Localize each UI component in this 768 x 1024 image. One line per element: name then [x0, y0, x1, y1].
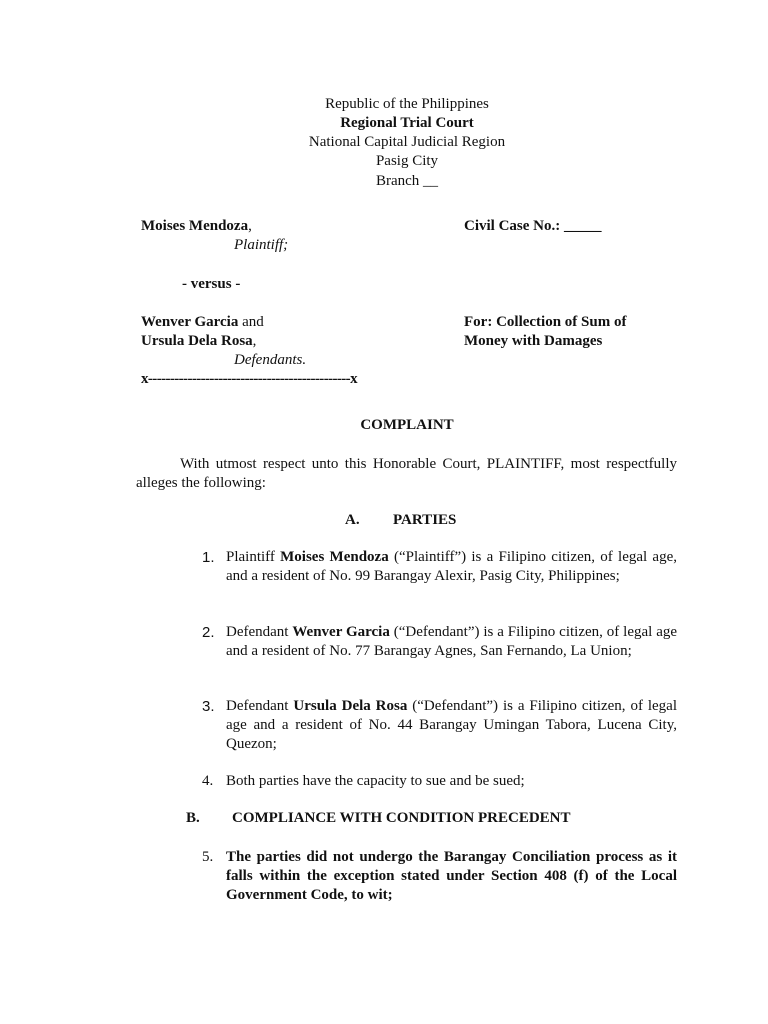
section-a-title: PARTIES [393, 512, 457, 528]
list-item-text-pre: Defendant [226, 624, 293, 640]
header-branch: Branch __ [375, 173, 439, 189]
header-region: National Capital Judicial Region [308, 134, 506, 150]
list-item-marker: 2. [202, 624, 215, 641]
list-item-text: The parties did not undergo the Barangay Conciliation process as it falls within the exception stated under Section 408 (f) of the Local Government Code, to wit; [226, 849, 677, 903]
case-nature-line2: Money with Damages [464, 333, 603, 349]
defendant1-line [141, 313, 264, 332]
list-item [202, 697, 678, 754]
party-name: Moises Mendoza [280, 549, 389, 565]
defendant2-name: Ursula Dela Rosa [141, 333, 253, 349]
plaintiff-line [141, 217, 252, 236]
caption-separator: x----------------------------------------------x [141, 371, 357, 387]
header-republic: Republic of the Philippines [325, 96, 489, 112]
list-item-marker: 1. [202, 549, 215, 566]
defendants-role: Defendants. [234, 352, 307, 368]
list-item [202, 548, 677, 586]
case-number-line [464, 217, 602, 236]
plaintiff-comma: , [248, 218, 252, 234]
case-nature-line1: For: Collection of Sum of [464, 314, 627, 330]
header-court: Regional Trial Court [340, 115, 474, 131]
list-item-text-post: (“Defendant”) is a Filipino citizen, of legal age and a resident of No. 77 Barangay Agnes, San Fernando, La Union; [226, 624, 678, 659]
versus-label: - versus - [182, 276, 241, 292]
list-item-marker: 4. [202, 773, 214, 789]
section-b-letter: B. [186, 810, 200, 826]
defendant1-and: and [238, 314, 264, 330]
list-item [202, 772, 677, 791]
section-a-letter: A. [345, 512, 360, 528]
defendant2-comma: , [252, 333, 257, 349]
list-item-text-pre: Defendant [226, 698, 294, 714]
list-item-text-post: (“Plaintiff”) is a Filipino citizen, of legal age, and a resident of No. 99 Barangay Alexir, Pasig City, Philippines; [226, 549, 677, 584]
party-name: Ursula Dela Rosa [293, 698, 408, 714]
list-item-text-post: (“Defendant”) is a Filipino citizen, of legal age and a resident of No. 44 Barangay Umingan Tabora, Lucena City, Quezon; [226, 698, 678, 752]
list-item-marker: 5. [202, 849, 214, 865]
complaint-title: COMPLAINT [360, 417, 454, 433]
case-number-value: : _____ [555, 218, 602, 234]
header-city: Pasig City [375, 153, 439, 169]
list-item-marker: 3. [202, 698, 215, 715]
plaintiff-role: Plaintiff; [234, 237, 289, 253]
list-item-text-pre: Plaintiff [226, 549, 281, 565]
defendant1-name: Wenver Garcia [141, 314, 239, 330]
plaintiff-name: Moises Mendoza [141, 218, 249, 234]
list-item [202, 623, 678, 661]
list-item-text: Both parties have the capacity to sue and be sued; [226, 773, 525, 789]
section-b-title: COMPLIANCE WITH CONDITION PRECEDENT [232, 810, 571, 826]
case-number-label: Civil Case No. [464, 218, 556, 234]
list-item [202, 848, 677, 905]
defendant2-line [141, 332, 256, 351]
party-name: Wenver Garcia [292, 624, 390, 640]
complaint-intro: With utmost respect unto this Honorable Court, PLAINTIFF, most respectfully alleges the following: [136, 456, 677, 491]
